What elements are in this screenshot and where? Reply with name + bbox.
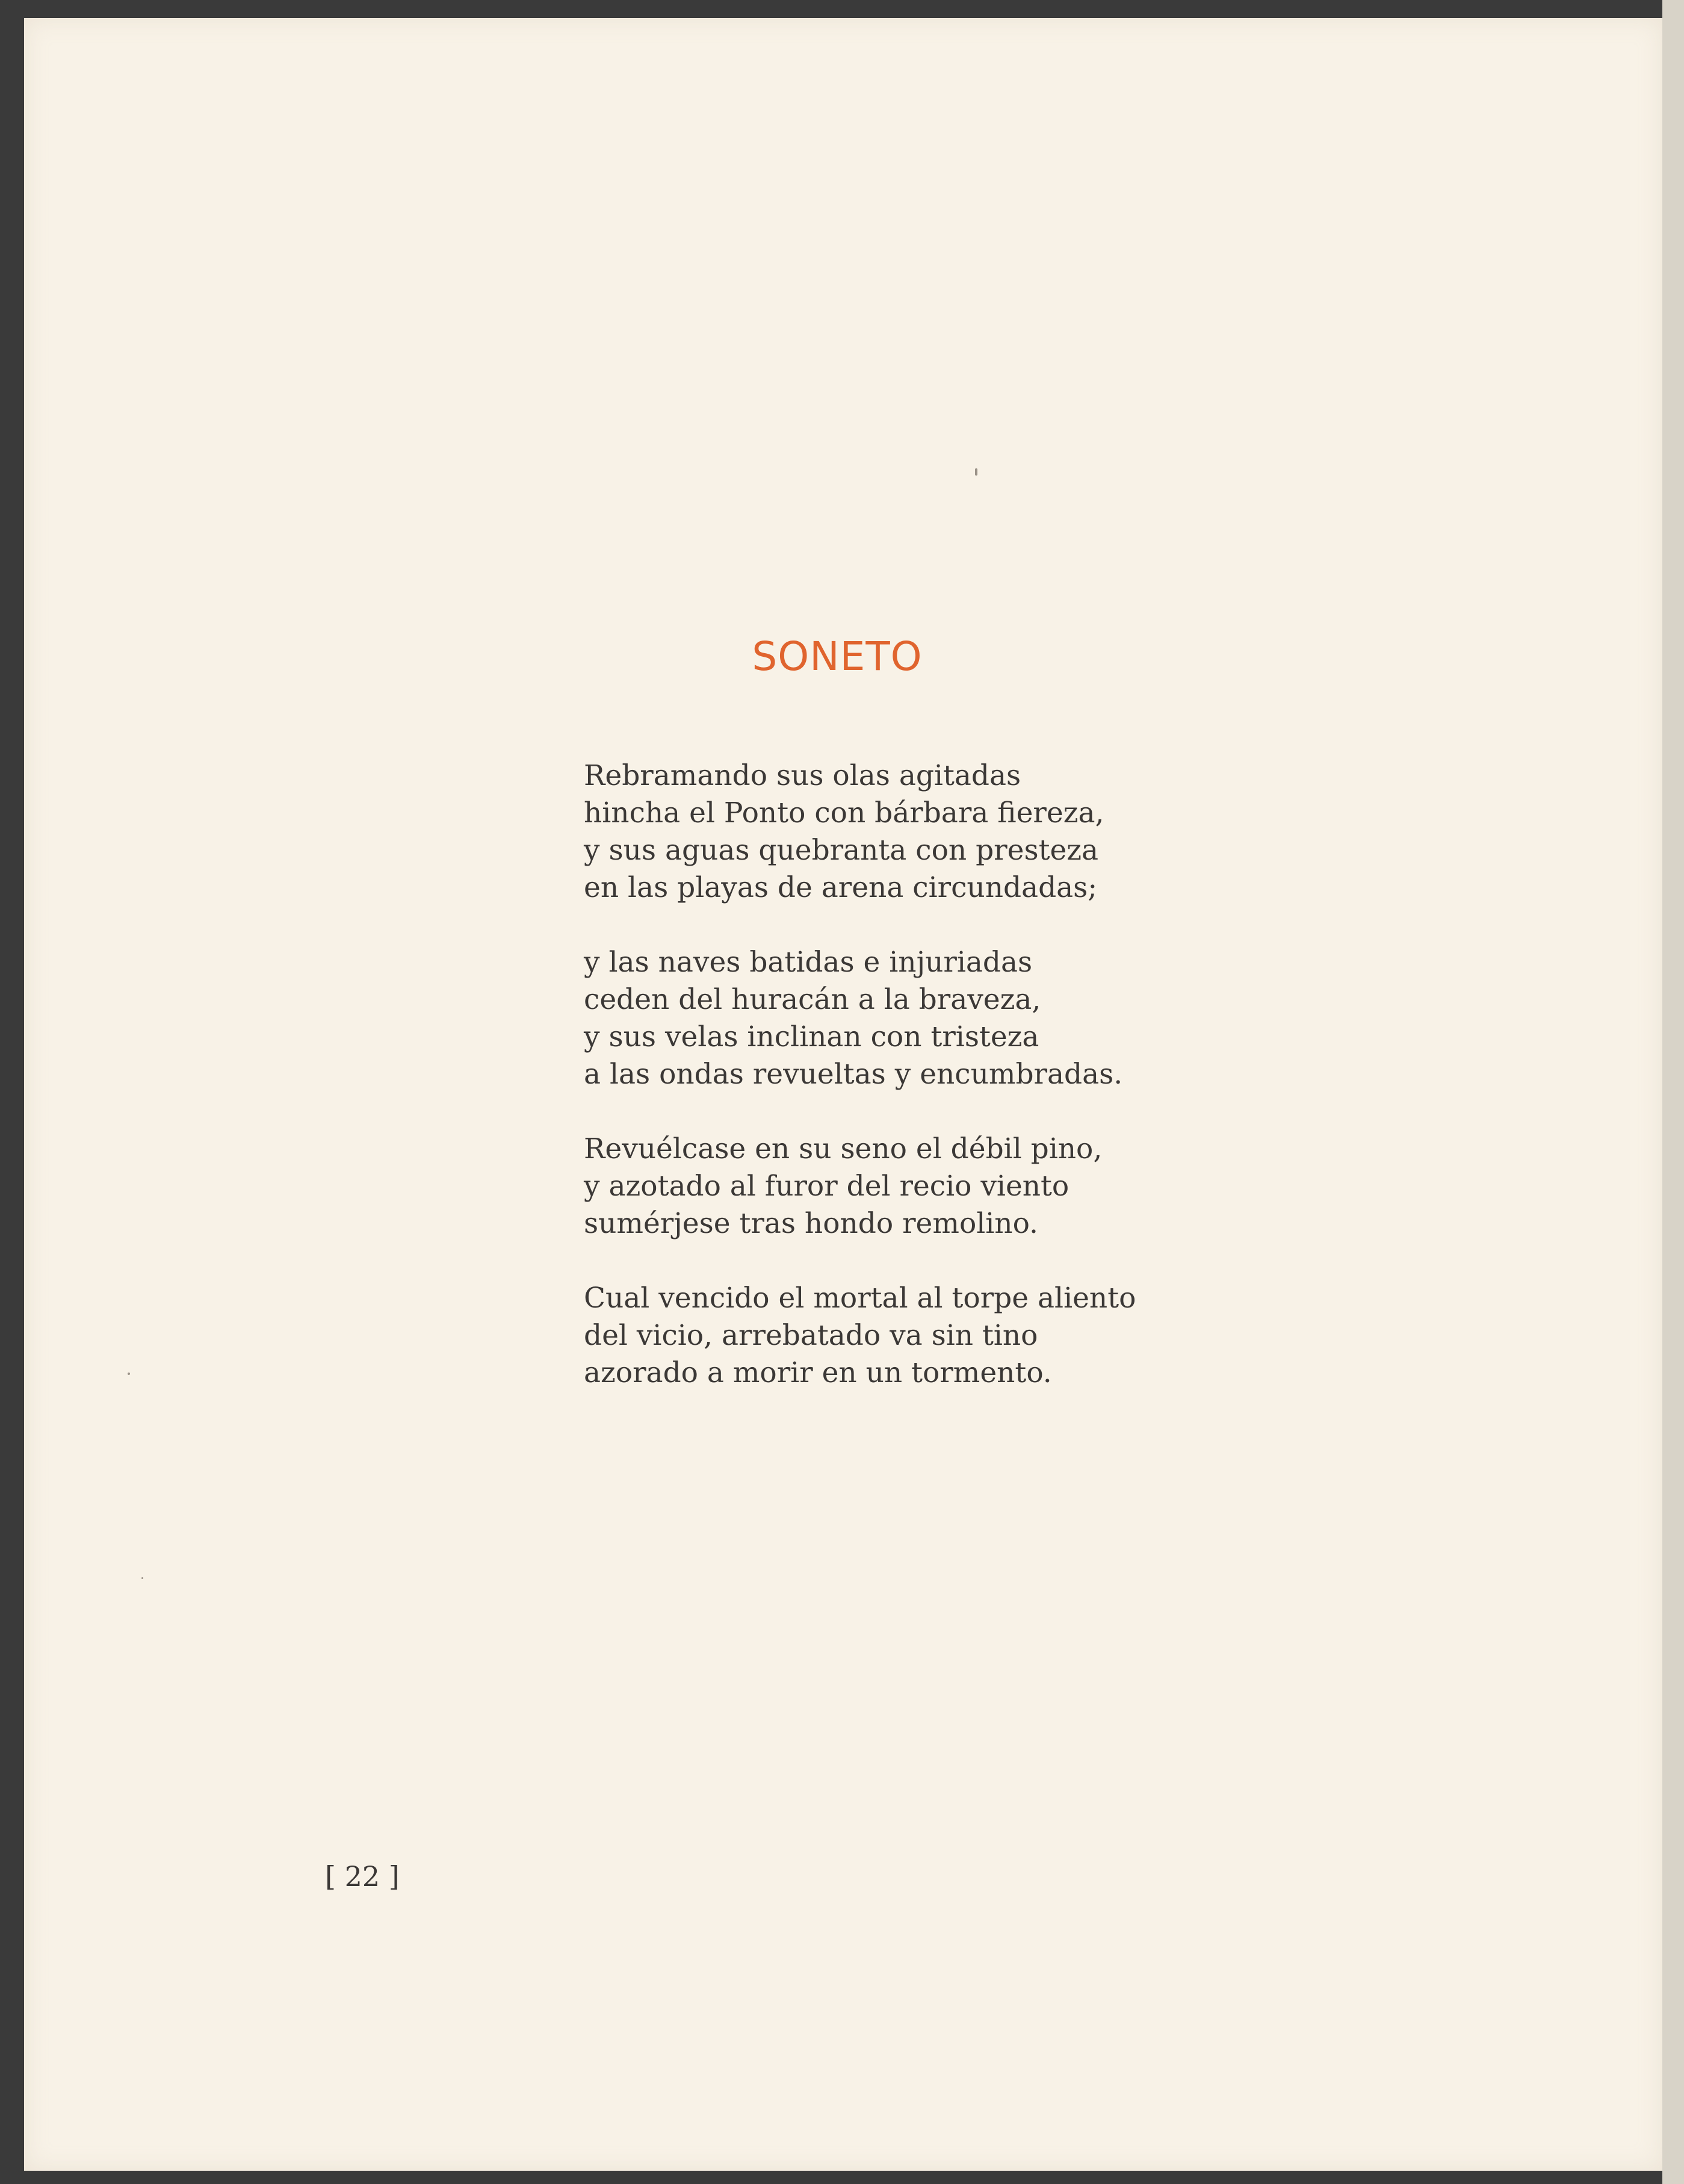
- stanza-4: [584, 1280, 1136, 1392]
- poem-line: azorado a morir en un tormento.: [584, 1356, 1052, 1389]
- stanza-2: [584, 944, 1136, 1093]
- poem-line: Rebramando sus olas agitadas: [584, 759, 1021, 792]
- paper-speck: [975, 468, 977, 476]
- stanza-1: [584, 757, 1136, 907]
- poem-line: en las playas de arena circundadas;: [584, 871, 1098, 904]
- book-page: [24, 18, 1662, 2171]
- poem-line: a las ondas revueltas y encumbradas.: [584, 1058, 1123, 1091]
- poem-line: y sus aguas quebranta con presteza: [584, 834, 1099, 867]
- poem-line: hincha el Ponto con bárbara fiereza,: [584, 796, 1104, 830]
- page-edge: [1662, 0, 1684, 2184]
- poem-line: ceden del huracán a la braveza,: [584, 983, 1041, 1016]
- poem-line: del vicio, arrebatado va sin tino: [584, 1319, 1038, 1352]
- poem-line: y las naves batidas e injuriadas: [584, 946, 1033, 979]
- poem-title: SONETO: [752, 633, 923, 680]
- poem-line: Cual vencido el mortal al torpe aliento: [584, 1282, 1136, 1315]
- poem-line: y azotado al furor del recio viento: [584, 1170, 1070, 1203]
- poem-body: [584, 757, 1136, 1429]
- stanza-3: [584, 1131, 1136, 1242]
- paper-speck: [128, 1373, 130, 1375]
- paper-speck: [141, 1577, 143, 1579]
- page-number: [ 22 ]: [325, 1860, 400, 1893]
- poem-line: y sus velas inclinan con tristeza: [584, 1020, 1039, 1053]
- poem-line: sumérjese tras hondo remolino.: [584, 1207, 1038, 1240]
- poem-line: Revuélcase en su seno el débil pino,: [584, 1132, 1103, 1165]
